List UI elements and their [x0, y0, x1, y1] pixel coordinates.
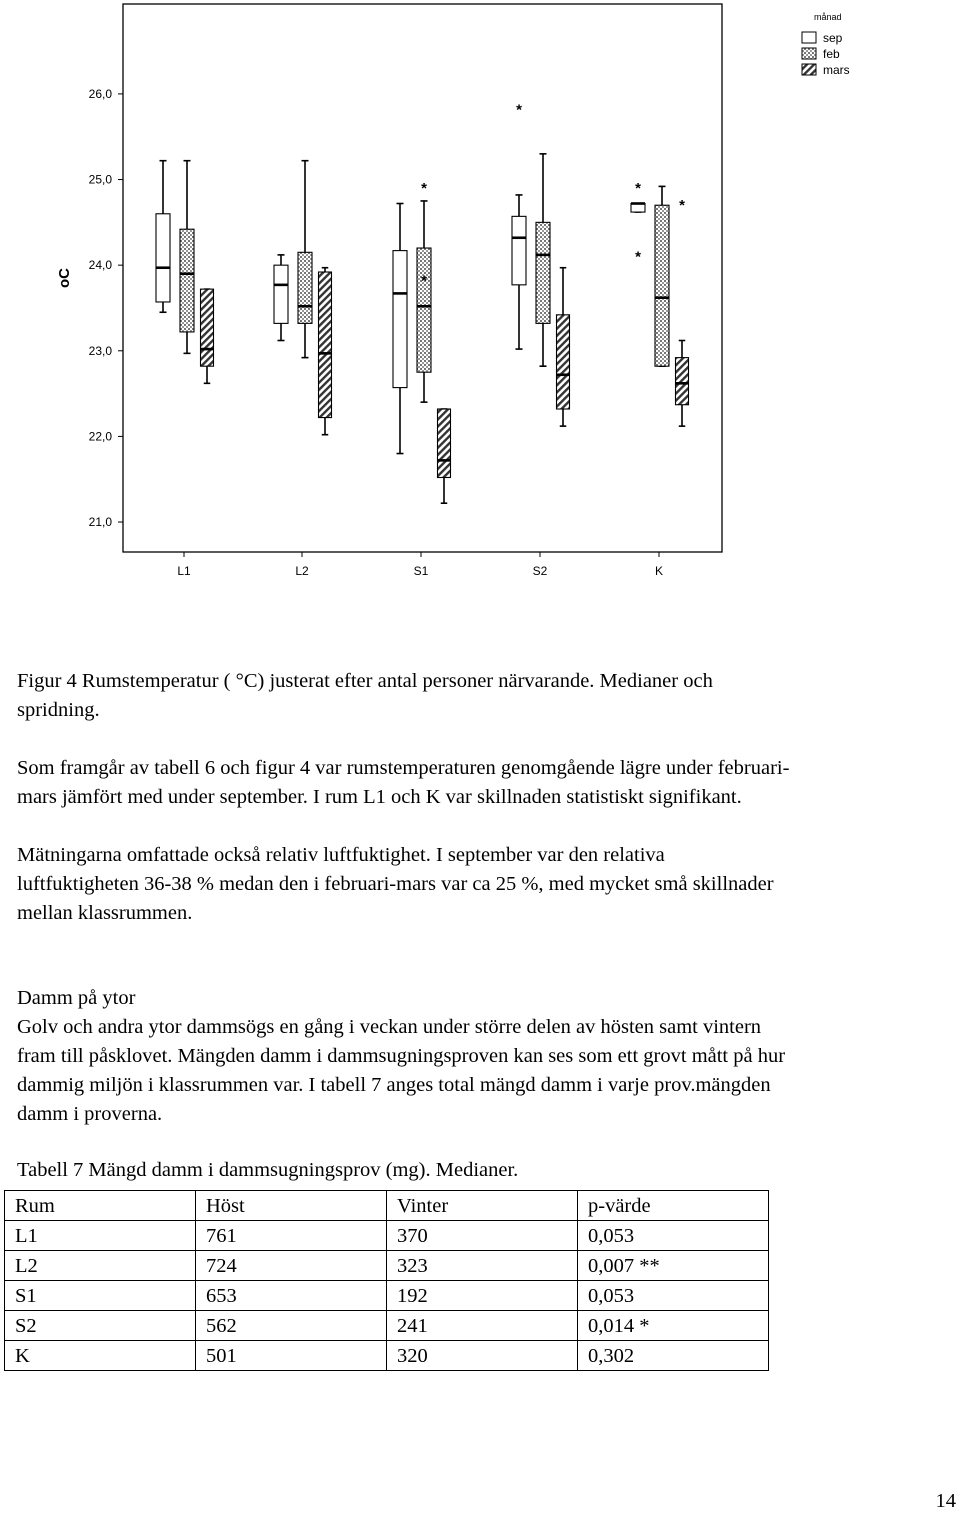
outlier-star: *: [635, 180, 641, 198]
table-cell: 0,302: [578, 1341, 769, 1371]
y-tick-label: 26,0: [88, 86, 112, 101]
table-cell: 323: [387, 1251, 578, 1281]
legend-label-feb: feb: [823, 47, 840, 61]
table-cell: L2: [5, 1251, 196, 1281]
legend: [802, 12, 850, 77]
outlier-star: *: [421, 272, 427, 290]
header-cell: Höst: [196, 1191, 387, 1221]
outlier-star: *: [516, 101, 522, 119]
legend-label-sep: sep: [823, 31, 843, 45]
table-cell: 192: [387, 1281, 578, 1311]
legend-swatch-feb: [802, 48, 816, 59]
box-iqr: [417, 248, 431, 372]
dust-line-3: dammig miljön i klassrummen var. I tabell 7 anges total mängd damm i varje prov.mängden: [17, 1074, 771, 1096]
dust-line-2: fram till påsklovet. Mängden damm i dammsugningsproven kan ses som ett grovt mått på hur: [17, 1045, 786, 1067]
box-iqr: [201, 289, 214, 366]
outlier-star: *: [679, 197, 685, 215]
x-tick-label: L1: [177, 564, 191, 578]
x-tick-label: L2: [295, 564, 309, 578]
y-axis-label: oC: [56, 268, 73, 288]
legend-swatch-sep: [802, 32, 816, 43]
table-cell: 241: [387, 1311, 578, 1341]
y-tick-label: 22,0: [88, 429, 112, 444]
header-cell: Rum: [5, 1191, 196, 1221]
table-row: [5, 1221, 769, 1251]
legend-title: månad: [814, 12, 842, 22]
table-cell: 320: [387, 1341, 578, 1371]
dust-line-1: Golv och andra ytor dammsögs en gång i veckan under större delen av hösten samt vintern: [17, 1016, 762, 1038]
page-number: 14: [935, 1490, 956, 1512]
table-cell: 370: [387, 1221, 578, 1251]
table-cell: L1: [5, 1221, 196, 1251]
y-tick-label: 24,0: [88, 258, 112, 273]
table-caption: Tabell 7 Mängd damm i dammsugningsprov (mg). Medianer.: [17, 1159, 519, 1181]
table-cell: K: [5, 1341, 196, 1371]
box-iqr: [274, 265, 288, 323]
box-mars-L2: [319, 268, 332, 435]
table-cell: 0,053: [578, 1221, 769, 1251]
y-tick-label: 25,0: [88, 172, 112, 187]
caption-line-1: Figur 4 Rumstemperatur ( °C) justerat efter antal personer närvarande. Medianer och: [17, 670, 713, 692]
humidity-paragraph: [17, 841, 952, 928]
box-iqr: [180, 229, 194, 332]
comparison-paragraph: [17, 754, 952, 812]
table-cell: 761: [196, 1221, 387, 1251]
table-cell: 0,007 **: [578, 1251, 769, 1281]
header-cell: p-värde: [578, 1191, 769, 1221]
compare-line-1: Som framgår av tabell 6 och figur 4 var rumstemperaturen genomgående lägre under februari-: [17, 757, 790, 779]
table-row: [5, 1311, 769, 1341]
y-tick-label: 23,0: [88, 343, 112, 358]
x-tick-label: S2: [532, 564, 548, 578]
section-heading: Damm på ytor: [17, 987, 136, 1009]
box-iqr: [536, 222, 550, 323]
humidity-line-3: mellan klassrummen.: [17, 902, 193, 924]
figure-caption: [17, 667, 952, 725]
boxplot-chart: [0, 0, 960, 600]
table-header-row: [5, 1191, 769, 1221]
table-row: [5, 1281, 769, 1311]
dust-table: [4, 1190, 769, 1371]
caption-line-2: spridning.: [17, 699, 100, 721]
legend-label-mars: mars: [823, 63, 850, 77]
box-feb-K: [655, 186, 669, 366]
x-tick-label: S1: [413, 564, 429, 578]
table-cell: 724: [196, 1251, 387, 1281]
box-iqr: [319, 272, 332, 418]
box-iqr: [298, 252, 312, 323]
table-cell: 653: [196, 1281, 387, 1311]
box-iqr: [557, 315, 570, 409]
box-iqr: [438, 409, 451, 478]
table-cell: 501: [196, 1341, 387, 1371]
outlier-star: *: [421, 180, 427, 198]
table-cell: 0,014 *: [578, 1311, 769, 1341]
box-iqr: [676, 358, 689, 405]
box-iqr: [393, 251, 407, 388]
table-row: [5, 1251, 769, 1281]
box-iqr: [156, 214, 170, 302]
table-cell: 0,053: [578, 1281, 769, 1311]
humidity-line-2: luftfuktigheten 36-38 % medan den i februari-mars var ca 25 %, med mycket små skillnader: [17, 873, 774, 895]
y-tick-label: 21,0: [88, 515, 112, 530]
table-row: [5, 1341, 769, 1371]
y-axis: [89, 87, 123, 529]
legend-swatch-mars: [802, 64, 816, 75]
dust-line-4: damm i proverna.: [17, 1103, 163, 1125]
x-axis: [177, 552, 663, 578]
header-cell: Vinter: [387, 1191, 578, 1221]
box-iqr: [655, 205, 669, 366]
outlier-star: *: [635, 248, 641, 266]
table-cell: S2: [5, 1311, 196, 1341]
compare-line-2: mars jämfört med under september. I rum L1 och K var skillnaden statistiskt signifikant.: [17, 786, 742, 808]
humidity-line-1: Mätningarna omfattade också relativ luftfuktighet. I september var den relativa: [17, 844, 665, 866]
table-cell: S1: [5, 1281, 196, 1311]
box-iqr: [512, 216, 526, 285]
x-tick-label: K: [654, 564, 664, 578]
table-cell: 562: [196, 1311, 387, 1341]
dust-paragraph: [17, 1013, 952, 1129]
